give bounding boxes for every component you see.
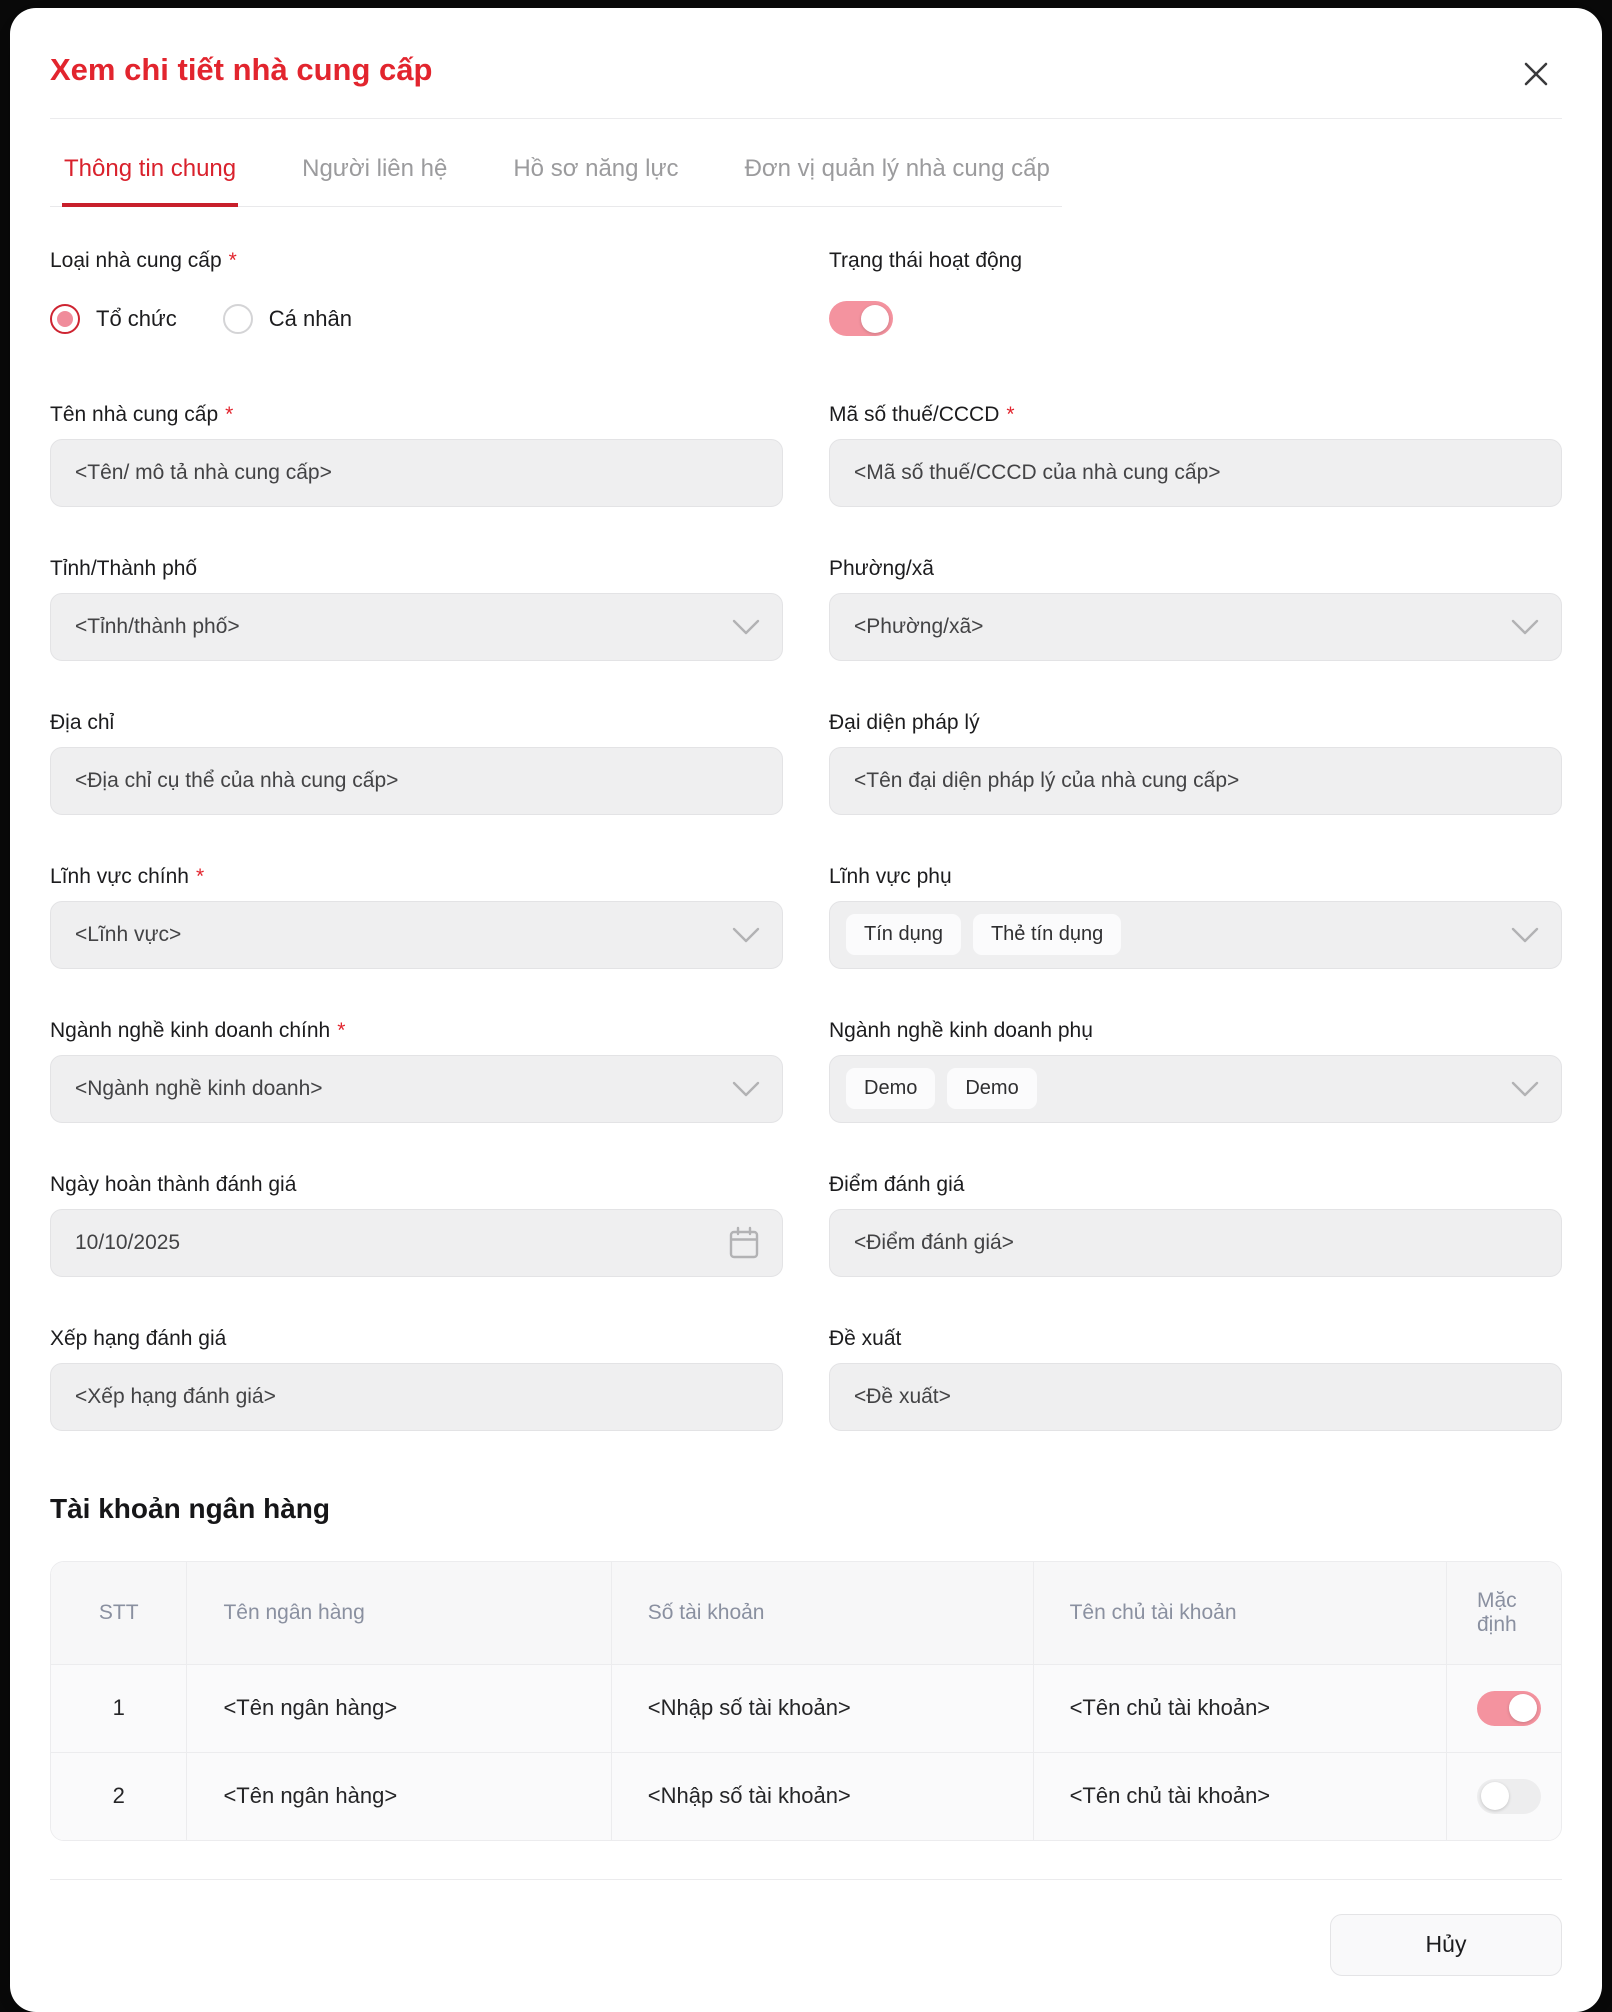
tag-chip[interactable]: Demo [846,1068,935,1109]
general-info-form [50,249,1562,1431]
tab-general-info[interactable]: Thông tin chung [62,149,238,207]
review-rank-label: Xếp hạng đánh giá [50,1326,227,1350]
field-main-industry [50,1019,783,1123]
col-header-default: Mặc định [1447,1562,1561,1665]
toggle-knob [861,305,889,333]
address-input[interactable] [50,747,783,815]
default-toggle[interactable] [1477,1691,1541,1726]
cell-account-holder: <Tên chủ tài khoản> [1034,1665,1447,1753]
sub-field-select[interactable] [829,901,1562,969]
radio-icon [223,304,253,334]
required-mark: * [1006,402,1015,426]
chevron-down-icon [1510,926,1540,944]
field-ward [829,557,1562,661]
field-review-rank [50,1327,783,1431]
required-mark: * [337,1018,346,1042]
field-proposal [829,1327,1562,1431]
cell-stt: 2 [51,1753,187,1840]
address-label: Địa chỉ [50,710,115,734]
main-industry-select[interactable] [50,1055,783,1123]
chevron-down-icon [731,926,761,944]
required-mark: * [228,248,237,272]
tag-chip[interactable]: Tín dụng [846,914,961,955]
cell-stt: 1 [51,1665,187,1753]
radio-organization-label: Tổ chức [96,305,177,331]
modal-header [50,52,1562,119]
table-row [51,1753,1561,1840]
active-status-label: Trạng thái hoạt động [829,248,1023,272]
bank-accounts-table [50,1561,1562,1841]
field-sub-industry [829,1019,1562,1123]
ward-label: Phường/xã [829,556,934,580]
field-main-field [50,865,783,969]
page-title: Xem chi tiết nhà cung cấp [50,52,433,87]
toggle-knob [1481,1782,1509,1810]
ward-placeholder: <Phường/xã> [854,614,984,638]
proposal-input[interactable] [829,1363,1562,1431]
calendar-icon[interactable] [727,1225,761,1261]
legal-rep-input[interactable] [829,747,1562,815]
field-supplier-name [50,403,783,507]
cell-bank-name: <Tên ngân hàng> [187,1753,611,1840]
review-date-label: Ngày hoàn thành đánh giá [50,1172,297,1196]
main-industry-placeholder: <Ngành nghề kinh doanh> [75,1076,323,1100]
cell-bank-name: <Tên ngân hàng> [187,1665,611,1753]
tab-bar [50,149,1062,207]
col-header-account-number: Số tài khoản [612,1562,1034,1665]
supplier-type-label: Loại nhà cung cấp [50,248,222,272]
proposal-label: Đề xuất [829,1326,902,1350]
default-toggle[interactable] [1477,1779,1541,1814]
main-field-placeholder: <Lĩnh vực> [75,922,182,946]
legal-rep-label: Đại diện pháp lý [829,710,980,734]
field-review-score [829,1173,1562,1277]
close-icon [1521,59,1551,89]
ward-select[interactable] [829,593,1562,661]
cancel-button[interactable]: Hủy [1330,1914,1562,1976]
sub-industry-select[interactable] [829,1055,1562,1123]
review-score-label: Điểm đánh giá [829,1172,965,1196]
table-row [51,1665,1561,1753]
field-legal-rep [829,711,1562,815]
modal-footer [50,1914,1562,1976]
province-label: Tỉnh/Thành phố [50,556,198,580]
radio-icon [50,304,80,334]
chevron-down-icon [1510,1080,1540,1098]
chevron-down-icon [731,618,761,636]
active-status-toggle[interactable] [829,301,893,336]
supplier-detail-modal [10,8,1602,2012]
review-rank-input[interactable] [50,1363,783,1431]
tag-chip[interactable]: Demo [947,1068,1036,1109]
cell-account-number: <Nhập số tài khoản> [612,1753,1034,1840]
chevron-down-icon [731,1080,761,1098]
tab-capability-profile[interactable]: Hồ sơ năng lực [513,154,679,182]
province-select[interactable] [50,593,783,661]
required-mark: * [195,864,205,888]
radio-organization[interactable] [50,304,177,334]
cell-account-number: <Nhập số tài khoản> [612,1665,1034,1753]
tax-code-label: Mã số thuế/CCCD [829,402,1000,426]
field-address [50,711,783,815]
field-supplier-type [50,249,783,353]
col-header-account-holder: Tên chủ tài khoản [1034,1562,1447,1665]
bank-section-title: Tài khoản ngân hàng [50,1492,331,1524]
main-industry-label: Ngành nghề kinh doanh chính [50,1018,331,1042]
field-sub-field [829,865,1562,969]
tax-code-input[interactable] [829,439,1562,507]
table-header-row [51,1562,1561,1665]
province-placeholder: <Tỉnh/thành phố> [75,614,240,638]
required-mark: * [225,402,234,426]
tab-managing-unit[interactable]: Đơn vị quản lý nhà cung cấp [744,154,1050,182]
field-active-status [829,249,1562,353]
col-header-bank-name: Tên ngân hàng [187,1562,611,1665]
review-date-input[interactable] [50,1209,783,1277]
supplier-name-label: Tên nhà cung cấp [50,402,219,426]
supplier-name-input[interactable] [50,439,783,507]
field-review-date [50,1173,783,1277]
tag-chip[interactable]: Thẻ tín dụng [973,914,1121,955]
field-tax-code [829,403,1562,507]
sub-field-label: Lĩnh vực phụ [829,864,952,888]
field-province [50,557,783,661]
sub-industry-label: Ngành nghề kinh doanh phụ [829,1018,1093,1042]
close-button[interactable] [1516,54,1556,94]
chevron-down-icon [1510,618,1540,636]
review-score-input[interactable] [829,1209,1562,1277]
main-field-label: Lĩnh vực chính [50,864,189,888]
footer-divider [50,1879,1562,1880]
radio-individual-label: Cá nhân [268,305,352,331]
main-field-select[interactable] [50,901,783,969]
tab-contacts[interactable]: Người liên hệ [302,154,448,182]
cell-account-holder: <Tên chủ tài khoản> [1034,1753,1447,1840]
radio-individual[interactable] [223,304,352,334]
col-header-stt: STT [51,1562,187,1665]
toggle-knob [1509,1694,1537,1722]
